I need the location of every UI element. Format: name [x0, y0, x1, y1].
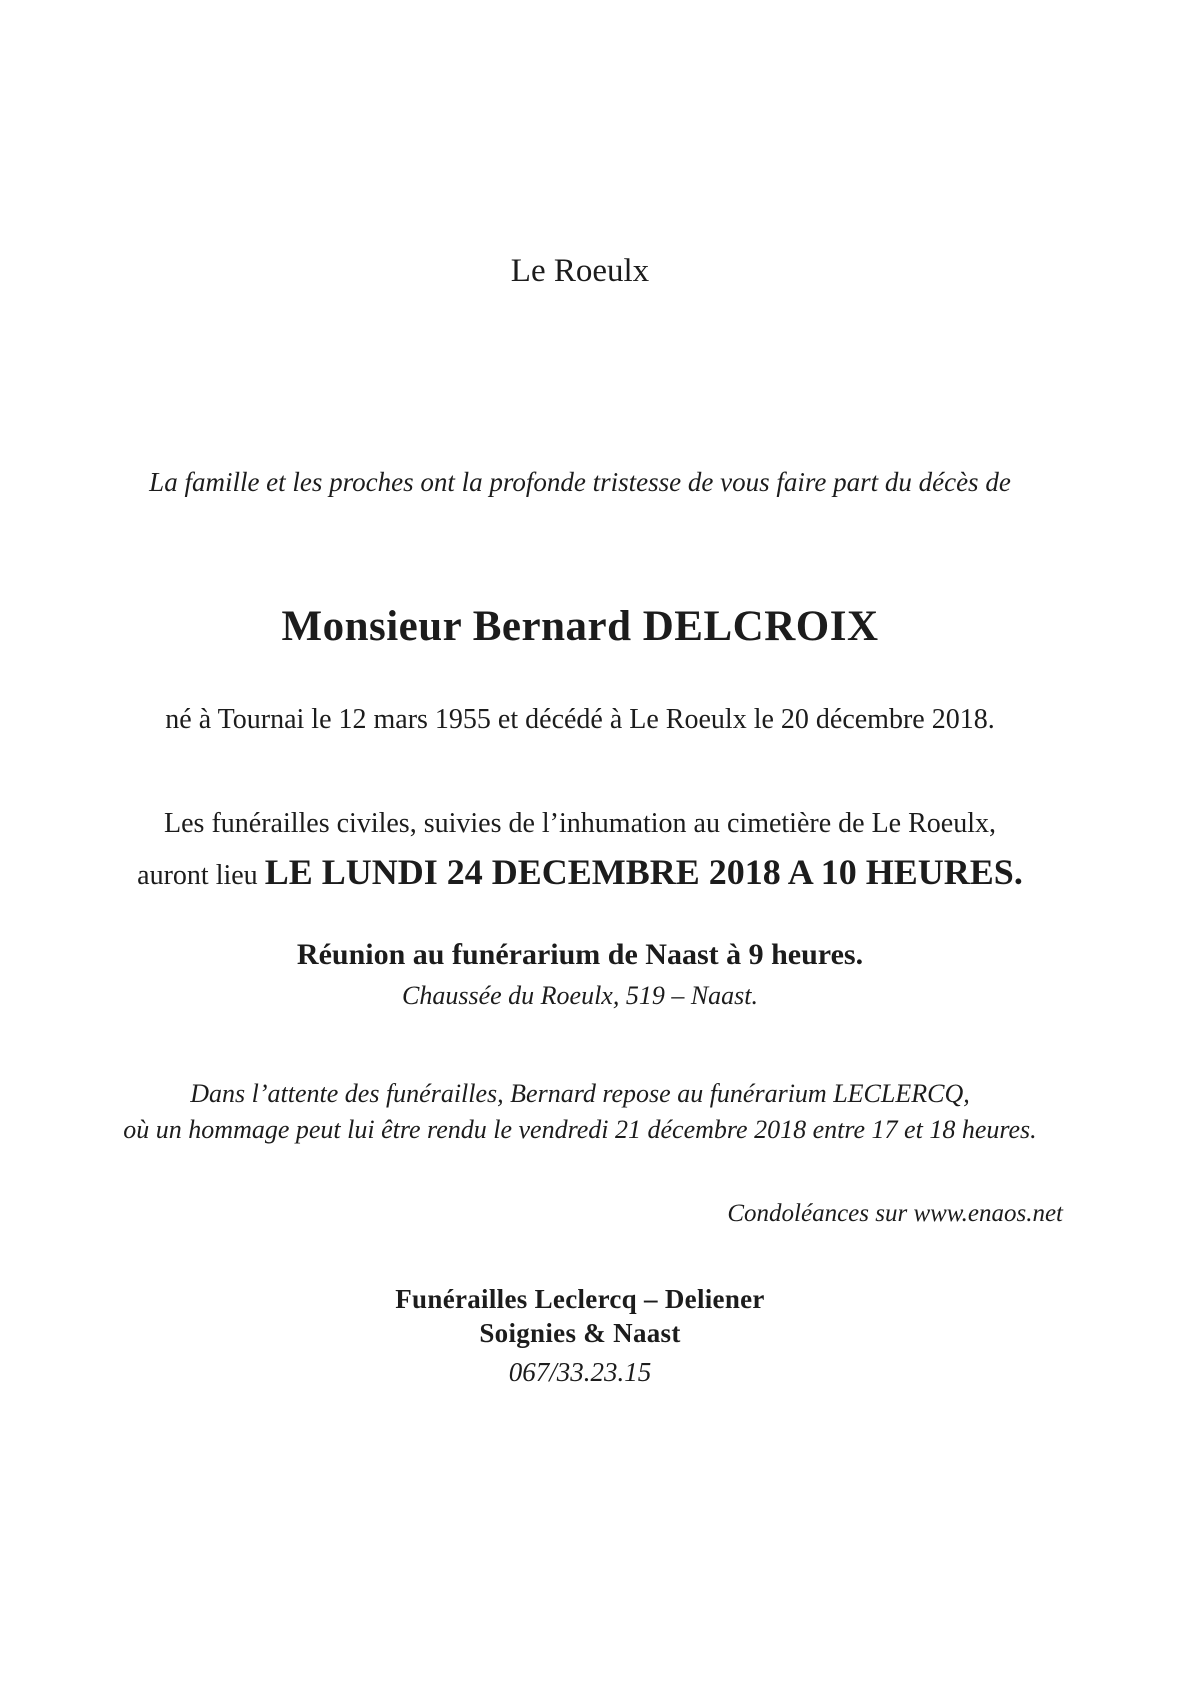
funeral-home-locations: Soignies & Naast — [479, 1318, 681, 1348]
visitation-line1: Dans l’attente des funérailles, Bernard repose au funérarium LECLERCQ, — [190, 1079, 970, 1108]
city-line: Le Roeulx — [510, 253, 650, 289]
meeting-line: Réunion au funérarium de Naast à 9 heures. — [296, 938, 864, 971]
funeral-home-name: Funérailles Leclercq – Deliener — [395, 1284, 765, 1314]
visitation-line2: où un hommage peut lui être rendu le vendredi 21 décembre 2018 entre 17 et 18 heures. — [123, 1115, 1037, 1144]
visitation-section — [90, 1076, 1070, 1148]
ceremony-line2-prefix: auront lieu — [137, 860, 265, 891]
deceased-name: Monsieur Bernard DELCROIX — [281, 603, 879, 650]
ceremony-line2 — [90, 847, 1070, 901]
meeting-address-line: Chaussée du Roeulx, 519 – Naast. — [401, 981, 759, 1010]
condolences-line: Condoléances sur www.enaos.net — [727, 1200, 1063, 1227]
ceremony-section — [90, 803, 1070, 901]
ceremony-line1: Les funérailles civiles, suivies de l’inhumation au cimetière de Le Roeulx, — [164, 808, 996, 839]
funeral-home-section — [90, 1282, 1070, 1390]
funeral-home-phone: 067/33.23.15 — [508, 1357, 652, 1387]
document-content — [90, 0, 1070, 1390]
intro-line: La famille et les proches ont la profonde tristesse de vous faire part du décès de — [149, 467, 1011, 497]
birth-death-line: né à Tournai le 12 mars 1955 et décédé à Le Roeulx le 20 décembre 2018. — [165, 704, 995, 735]
ceremony-date-time: LE LUNDI 24 DECEMBRE 2018 A 10 HEURES. — [264, 852, 1023, 892]
